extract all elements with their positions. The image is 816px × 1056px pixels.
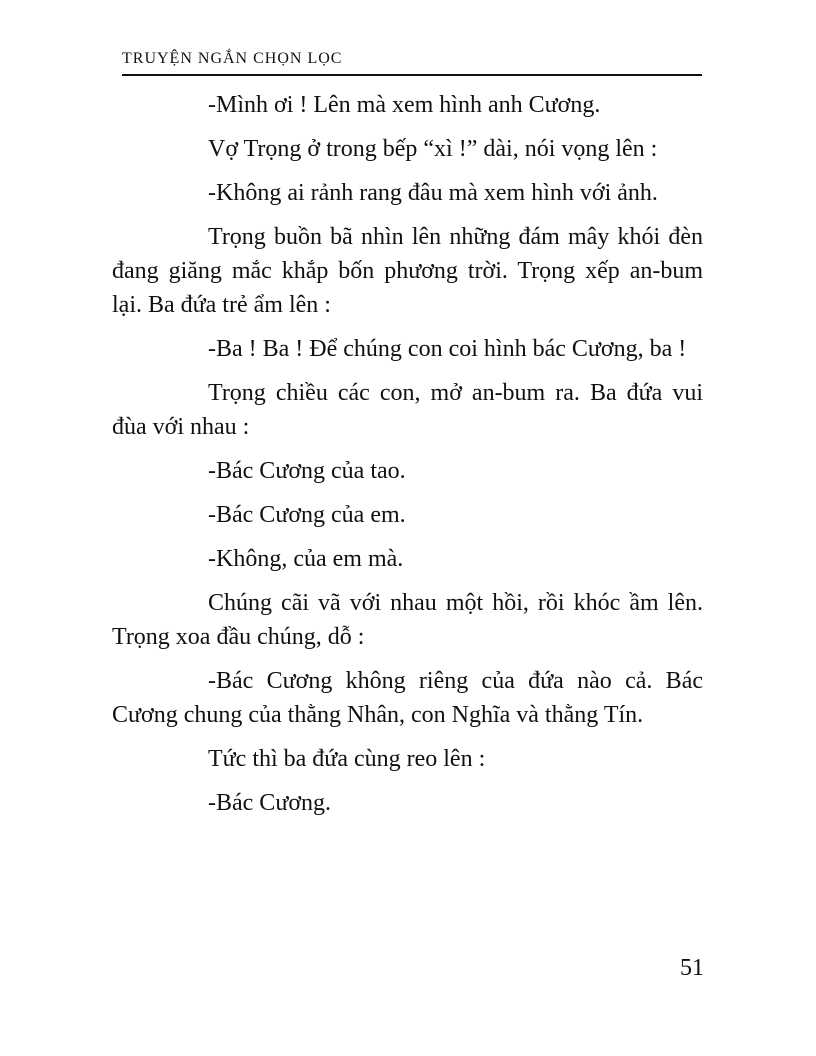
- paragraph: -Mình ơi ! Lên mà xem hình anh Cương.: [208, 92, 601, 118]
- paragraph: -Không, của em mà.: [208, 546, 404, 572]
- book-title: TRUYỆN NGẮN CHỌN LỌC: [122, 50, 343, 67]
- story-text: [112, 88, 703, 830]
- paragraph: Trọng chiều các con, mở an-bum ra. Ba đứa vui đùa với nhau :: [112, 380, 703, 440]
- paragraph: Chúng cãi vã với nhau một hồi, rồi khóc ầm lên. Trọng xoa đầu chúng, dỗ :: [112, 590, 703, 650]
- page-number: 51: [680, 955, 704, 981]
- paragraph: -Không ai rảnh rang đâu mà xem hình với ảnh.: [208, 180, 658, 206]
- running-header: [122, 48, 702, 76]
- paragraph: Vợ Trọng ở trong bếp “xì !” dài, nói vọng lên :: [208, 136, 658, 162]
- paragraph: Tức thì ba đứa cùng reo lên :: [208, 746, 486, 772]
- paragraph: -Bác Cương của em.: [208, 502, 406, 528]
- paragraph: -Bác Cương không riêng của đứa nào cả. Bác Cương chung của thằng Nhân, con Nghĩa và thằng Tín.: [112, 668, 703, 728]
- paragraph: -Ba ! Ba ! Để chúng con coi hình bác Cương, ba !: [208, 336, 687, 362]
- paragraph: -Bác Cương.: [208, 790, 332, 816]
- paragraph: Trọng buồn bã nhìn lên những đám mây khói đèn đang giăng mắc khắp bốn phương trời. Trọng xếp an-bum lại. Ba đứa trẻ ẩm lên :: [112, 224, 703, 318]
- paragraph: -Bác Cương của tao.: [208, 458, 406, 484]
